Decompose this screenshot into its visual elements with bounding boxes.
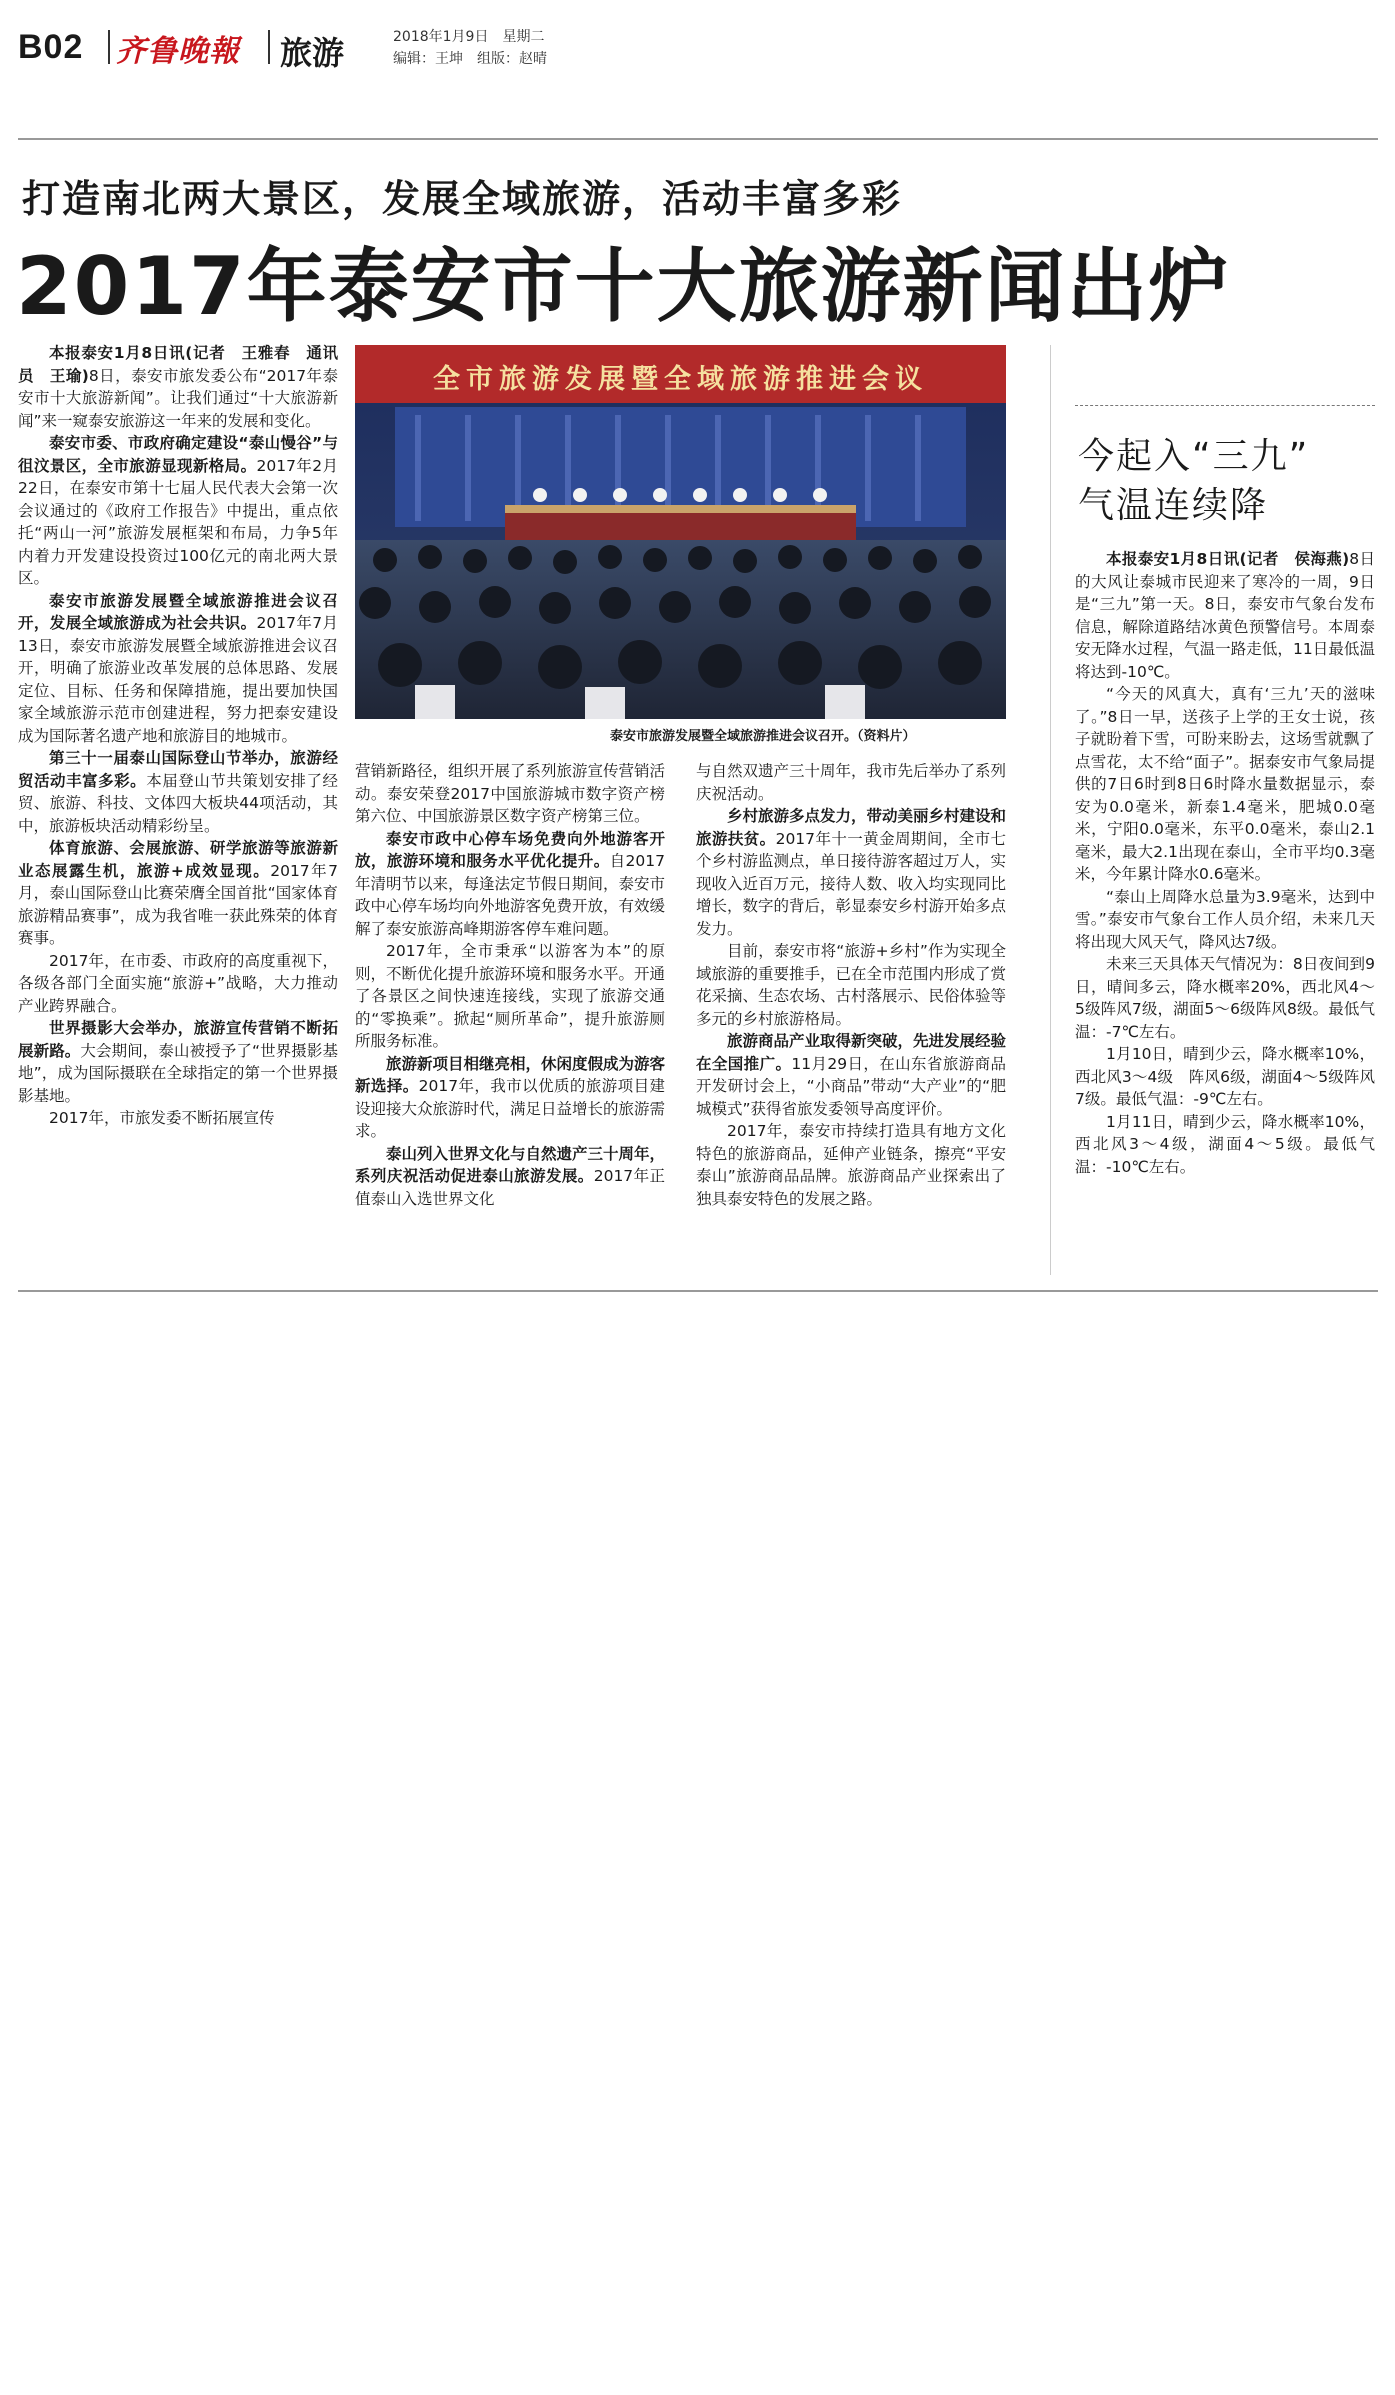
paragraph-text: 营销新路径，组织开展了系列旅游宣传营销活动。泰安荣登2017中国旅游城市数字资产榜第六位、中国旅游景区数字资产榜第三位。: [355, 762, 666, 825]
paragraph-lead: 本报泰安1月8日讯(记者 王雅春 通讯员 王瑜): [18, 344, 338, 385]
paragraph-lead: 第三十一届泰山国际登山节举办，旅游经贸活动丰富多彩。: [18, 749, 338, 790]
paragraph: [355, 760, 665, 828]
paragraph-text: 与自然双遗产三十周年，我市先后举办了系列庆祝活动。: [696, 762, 1007, 803]
photo-caption: 泰安市旅游发展暨全域旅游推进会议召开。（资料片）: [610, 729, 916, 744]
paragraph-text: 2017年，我市以优质的旅游项目建设迎接大众旅游时代，满足日益增长的旅游需求。: [355, 1077, 666, 1140]
paragraph-lead: 本报泰安1月8日讯(记者 侯海燕): [1106, 550, 1350, 568]
article-column-1: [18, 342, 338, 1130]
paragraph-lead: 泰山列入世界文化与自然遗产三十周年，系列庆祝活动促进泰山旅游发展。: [355, 1144, 666, 1185]
paragraph-text: 2017年2月22日，在泰安市第十七届人民代表大会第一次会议通过的《政府工作报告》中提出，重点依托“两山一河”旅游发展框架和布局，力争5年内着力开发建设投资过100亿元的南北两大景区。: [18, 456, 338, 587]
headline: 2017年泰安市十大旅游新闻出炉: [16, 240, 1231, 333]
paragraph: [18, 1017, 338, 1107]
editor-credits: 编辑：王坤 组版：赵晴: [393, 51, 547, 67]
sidebar-rule: [1075, 405, 1375, 406]
bottom-rule: [18, 1290, 1378, 1292]
paragraph: [18, 342, 338, 432]
issue-date: 2018年1月9日 星期二: [393, 29, 545, 45]
paragraph-text: 2017年7月13日，泰安市旅游发展暨全域旅游推进会议召开，明确了旅游业改革发展的总体思路、发展定位、目标、任务和保障措施，提出要加快国家全域旅游示范市创建进程，努力把泰安建设成为国际著名遗产地和旅游目的地城市。: [18, 614, 338, 745]
sidebar-title-line-2: 气温连续降: [1078, 485, 1269, 526]
paragraph: [696, 940, 1006, 1030]
paragraph: [18, 1107, 338, 1130]
conference-photo: [355, 345, 1006, 719]
paragraph-text: 8日的大风让泰城市民迎来了寒冷的一周，9日是“三九”第一天。8日，泰安市气象台发布信息，解除道路结冰黄色预警信号。本周泰安无降水过程，气温一路走低，11日最低温将达到-10℃。: [1075, 550, 1375, 681]
paragraph-text: 本届登山节共策划安排了经贸、旅游、科技、文体四大板块44项活动，其中，旅游板块活动精彩纷呈。: [18, 771, 338, 835]
paragraph: [696, 760, 1006, 805]
paragraph-text: “泰山上周降水总量为3.9毫米，达到中雪。”泰安市气象台工作人员介绍，未来几天将出现大风天气，降风达7级。: [1075, 887, 1375, 951]
paragraph-text: 11月29日，在山东省旅游商品开发研讨会上，“小商品”带动“大产业”的“肥城模式”获得省旅发委领导高度评价。: [696, 1054, 1006, 1118]
paragraph-text: 1月10日，晴到少云，降水概率10%，西北风3～4级 阵风6级，湖面4～5级阵风7级。最低气温：-9℃左右。: [1075, 1045, 1375, 1108]
masthead: [18, 22, 1378, 72]
paragraph: [1075, 953, 1375, 1043]
paragraph-text: 2017年，市旅发委不断拓展宣传: [49, 1109, 275, 1127]
photo-banner-text: 全市旅游发展暨全域旅游推进会议: [433, 364, 928, 395]
paragraph-lead: 泰安市旅游发展暨全域旅游推进会议召开，发展全域旅游成为社会共识。: [18, 591, 338, 632]
paragraph: [355, 828, 665, 941]
paragraph-lead: 泰安市委、市政府确定建设“泰山慢谷”与徂汶景区，全市旅游显现新格局。: [18, 434, 338, 475]
paragraph-text: 2017年十一黄金周期间，全市七个乡村游监测点，单日接待游客超过万人，实现收入近百万元，接待人数、收入均实现同比增长，数字的背后，彰显泰安乡村游开始多点发力。: [696, 829, 1007, 938]
paragraph: [1075, 886, 1375, 954]
page-number: B02: [18, 28, 84, 66]
paragraph: [1075, 683, 1375, 886]
paragraph-text: 2017年，泰安市持续打造具有地方文化特色的旅游商品，延伸产业链条，擦亮“平安泰山”旅游商品品牌。旅游商品产业探索出了独具泰安特色的发展之路。: [696, 1122, 1006, 1208]
paragraph-text: 未来三天具体天气情况为：8日夜间到9日，晴间多云，降水概率20%，西北风4～5级阵风7级，湖面5～6级阵风8级。最低气温：-7℃左右。: [1075, 955, 1375, 1041]
paragraph-lead: 体育旅游、会展旅游、研学旅游等旅游新业态展露生机，旅游+成效显现。: [18, 839, 338, 880]
paragraph-lead: 旅游商品产业取得新突破，先进发展经验在全国推广。: [696, 1032, 1007, 1073]
paragraph-text: 2017年，全市秉承“以游客为本”的原则，不断优化提升旅游环境和服务水平。开通了各景区之间快速连接线，实现了旅游交通的“零换乘”。掀起“厕所革命”，提升旅游厕所服务标准。: [355, 942, 666, 1050]
article-column-3: [696, 760, 1006, 1210]
paragraph-text: 2017年正值泰山入选世界文化: [355, 1167, 665, 1208]
paragraph: [18, 432, 338, 590]
paragraph: [355, 1053, 665, 1143]
paragraph: [18, 747, 338, 837]
column-divider: [1050, 345, 1051, 1275]
sidebar-article: [1075, 548, 1375, 1178]
conference-photo-illustration: [355, 345, 1006, 719]
subheadline: 打造南北两大景区，发展全域旅游，活动丰富多彩: [22, 177, 903, 221]
paragraph: [18, 837, 338, 950]
paragraph-lead: 泰安市政中心停车场免费向外地游客开放，旅游环境和服务水平优化提升。: [355, 829, 665, 870]
paragraph: [1075, 548, 1375, 683]
paragraph: [1075, 1111, 1375, 1179]
paragraph-text: 8日，泰安市旅发委公布“2017年泰安市十大旅游新闻”。让我们通过“十大旅游新闻”来一窥泰安旅游这一年来的发展和变化。: [18, 366, 338, 430]
paragraph: [355, 940, 665, 1053]
paragraph: [696, 1030, 1006, 1120]
paragraph: [696, 1120, 1006, 1210]
paragraph-text: 目前，泰安市将“旅游+乡村”作为实现全域旅游的重要推手，已在全市范围内形成了赏花采摘、生态农场、古村落展示、民俗体验等多元的乡村旅游格局。: [696, 942, 1007, 1028]
paragraph: [1075, 1043, 1375, 1111]
section-title: 旅游: [280, 34, 345, 72]
paragraph-text: 大会期间，泰山被授予了“世界摄影基地”，成为国际摄联在全球指定的第一个世界摄影基地。: [18, 1041, 338, 1105]
paragraph-text: 1月11日，晴到少云，降水概率10%，西北风3～4级，湖面4～5级。最低气温：-10℃左右。: [1075, 1112, 1375, 1176]
paragraph: [696, 805, 1006, 940]
paragraph-text: 自2017年清明节以来，每逢法定节假日期间，泰安市政中心停车场均向外地游客免费开放，有效缓解了泰安旅游高峰期游客停车难问题。: [355, 852, 666, 938]
paragraph: [355, 1143, 665, 1211]
paragraph-text: “今天的风真大，真有‘三九’天的滋味了。”8日一早，送孩子上学的王女士说，孩子就盼着下雪，可盼来盼去，这场雪就飘了点雪花，太不给“面子”。据泰安市气象局提供的7日6时到8日6时降水量数据显示，泰安为0.0毫米，新泰1.4毫米，肥城0.0毫米，宁阳0.0毫米，东平0.0毫米，泰山2.1毫米，最大2.1出现在泰山，全市平均0.3毫米，今年累计降水0.6毫米。: [1075, 685, 1375, 883]
sidebar-title-line-1: 今起入“三九”: [1078, 436, 1310, 477]
paragraph-lead: 世界摄影大会举办，旅游宣传营销不断拓展新路。: [18, 1019, 338, 1060]
paragraph-text: 2017年，在市委、市政府的高度重视下，各级各部门全面实施“旅游+”战略，大力推动产业跨界融合。: [18, 951, 338, 1015]
newspaper-logo: 齐鲁晚報: [116, 34, 240, 69]
masthead-divider: [108, 30, 110, 64]
paragraph: [18, 950, 338, 1018]
paragraph-lead: 旅游新项目相继亮相，休闲度假成为游客新选择。: [355, 1054, 666, 1095]
paragraph: [18, 590, 338, 748]
paragraph-lead: 乡村旅游多点发力，带动美丽乡村建设和旅游扶贫。: [696, 807, 1007, 848]
top-rule: [18, 138, 1378, 140]
article-column-2: [355, 760, 665, 1210]
masthead-divider: [268, 30, 270, 64]
paragraph-text: 2017年7月，泰山国际登山比赛荣膺全国首批“国家体育旅游精品赛事”，成为我省唯一获此殊荣的体育赛事。: [18, 861, 338, 947]
